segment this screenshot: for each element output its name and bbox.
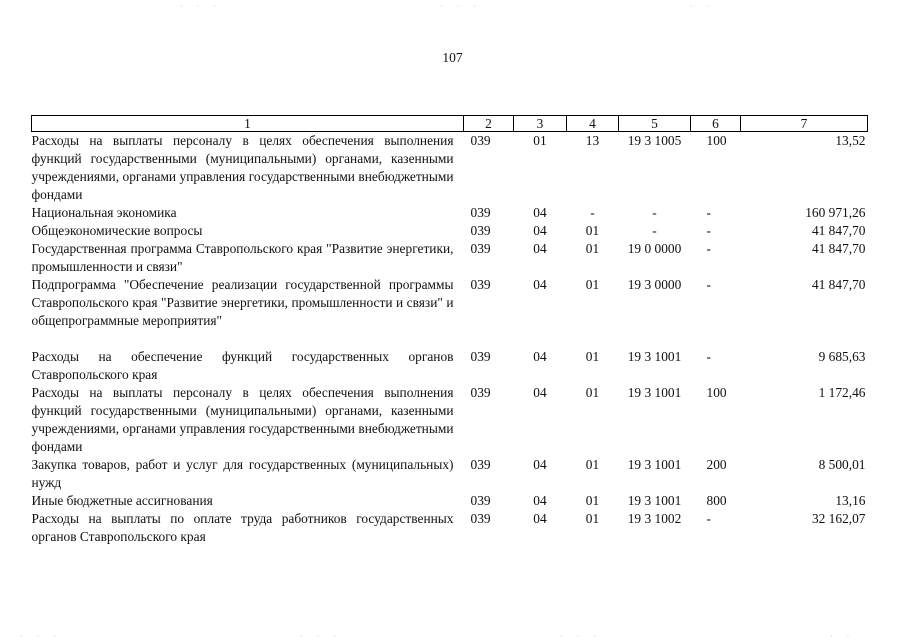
row-rz: 04	[533, 277, 547, 292]
row-name: Расходы на выплаты персоналу в целях обеспечения выполнения функций государственными (муниципальными) органами, казенными учреждениями, органами управления государственными внебюджетными фондами	[31, 385, 454, 454]
row-csr: 19 3 1002	[627, 511, 682, 526]
row-sum: 32 162,07	[811, 511, 866, 526]
row-pr: 01	[585, 349, 600, 364]
row-sum: 1 172,46	[818, 385, 866, 400]
row-rz: 04	[533, 223, 547, 238]
row-ved: 039	[470, 511, 491, 526]
row-name: Расходы на обеспечение функций государственных органов Ставропольского края	[31, 349, 454, 382]
row-ved: 039	[470, 385, 491, 400]
row-ved: 039	[470, 349, 491, 364]
row-ved: 039	[470, 277, 491, 292]
row-vr: -	[706, 205, 711, 220]
table-row	[32, 348, 868, 384]
budget-table	[31, 115, 868, 546]
row-sum: 160 971,26	[805, 205, 866, 220]
scan-artifact-top: · · · · · · · ·	[180, 2, 716, 11]
spacer-row	[32, 330, 868, 348]
row-pr: 01	[585, 277, 600, 292]
header-col-1: 1	[32, 116, 464, 132]
row-vr: 800	[706, 493, 727, 508]
row-vr: -	[706, 223, 711, 238]
table-row	[32, 222, 868, 240]
row-ved: 039	[470, 205, 491, 220]
table-row	[32, 132, 868, 205]
row-sum: 9 685,63	[818, 349, 866, 364]
row-vr: 200	[706, 457, 727, 472]
row-csr: -	[652, 205, 657, 220]
row-csr: 19 0 0000	[627, 241, 682, 256]
row-pr: 01	[585, 385, 600, 400]
table-row	[32, 276, 868, 330]
row-ved: 039	[470, 493, 491, 508]
row-rz: 04	[533, 511, 547, 526]
row-csr: 19 3 1001	[627, 385, 682, 400]
row-sum: 41 847,70	[811, 277, 866, 292]
row-name: Общеэкономические вопросы	[31, 223, 203, 238]
row-csr: -	[652, 223, 657, 238]
row-csr: 19 3 1005	[627, 133, 682, 148]
row-rz: 04	[533, 205, 547, 220]
row-rz: 01	[533, 133, 547, 148]
row-pr: -	[590, 205, 595, 220]
row-vr: 100	[706, 133, 727, 148]
header-col-4: 4	[567, 116, 619, 132]
row-pr: 13	[585, 133, 600, 148]
row-rz: 04	[533, 385, 547, 400]
row-name: Расходы на выплаты персоналу в целях обеспечения выполнения функций государственными (муниципальными) органами, казенными учреждениями, органами управления государственными внебюджетными фондами	[31, 133, 454, 202]
spacer-cell	[32, 330, 868, 348]
table-row	[32, 510, 868, 546]
header-col-3: 3	[514, 116, 567, 132]
row-sum: 13,52	[835, 133, 866, 148]
row-pr: 01	[585, 493, 600, 508]
row-sum: 13,16	[835, 493, 866, 508]
row-vr: -	[706, 511, 711, 526]
table-header-row	[32, 116, 868, 132]
row-csr: 19 3 1001	[627, 349, 682, 364]
row-sum: 8 500,01	[818, 457, 866, 472]
header-col-2: 2	[464, 116, 514, 132]
row-csr: 19 3 1001	[627, 493, 682, 508]
row-name: Национальная экономика	[31, 205, 177, 220]
scan-artifact-bottom: · · · · · · · · · · ·	[20, 632, 856, 641]
header-col-5: 5	[619, 116, 691, 132]
row-rz: 04	[533, 493, 547, 508]
row-name: Подпрограмма "Обеспечение реализации государственной программы Ставропольского края "Развитие энергетики, промышленности и связи" и общепрограммные мероприятия"	[31, 277, 454, 328]
row-name: Закупка товаров, работ и услуг для государственных (муниципальных) нужд	[31, 457, 454, 490]
table-row	[32, 204, 868, 222]
header-col-7: 7	[741, 116, 868, 132]
row-csr: 19 3 0000	[627, 277, 682, 292]
row-pr: 01	[585, 223, 600, 238]
row-rz: 04	[533, 457, 547, 472]
row-name: Государственная программа Ставропольского края "Развитие энергетики, промышленности и связи"	[31, 241, 454, 274]
row-vr: -	[706, 241, 711, 256]
row-vr: -	[706, 349, 711, 364]
row-ved: 039	[470, 133, 491, 148]
table-row	[32, 384, 868, 456]
row-csr: 19 3 1001	[627, 457, 682, 472]
row-ved: 039	[470, 457, 491, 472]
row-pr: 01	[585, 511, 600, 526]
row-rz: 04	[533, 349, 547, 364]
row-sum: 41 847,70	[811, 241, 866, 256]
row-vr: -	[706, 277, 711, 292]
table-row	[32, 492, 868, 510]
row-pr: 01	[585, 241, 600, 256]
table-row	[32, 240, 868, 276]
row-vr: 100	[706, 385, 727, 400]
row-name: Расходы на выплаты по оплате труда работников государственных органов Ставропольского края	[31, 511, 454, 544]
row-name: Иные бюджетные ассигнования	[31, 493, 213, 508]
page-number: 107	[442, 50, 463, 65]
row-pr: 01	[585, 457, 600, 472]
row-ved: 039	[470, 241, 491, 256]
row-ved: 039	[470, 223, 491, 238]
row-rz: 04	[533, 241, 547, 256]
header-col-6: 6	[691, 116, 741, 132]
row-sum: 41 847,70	[811, 223, 866, 238]
table-row	[32, 456, 868, 492]
